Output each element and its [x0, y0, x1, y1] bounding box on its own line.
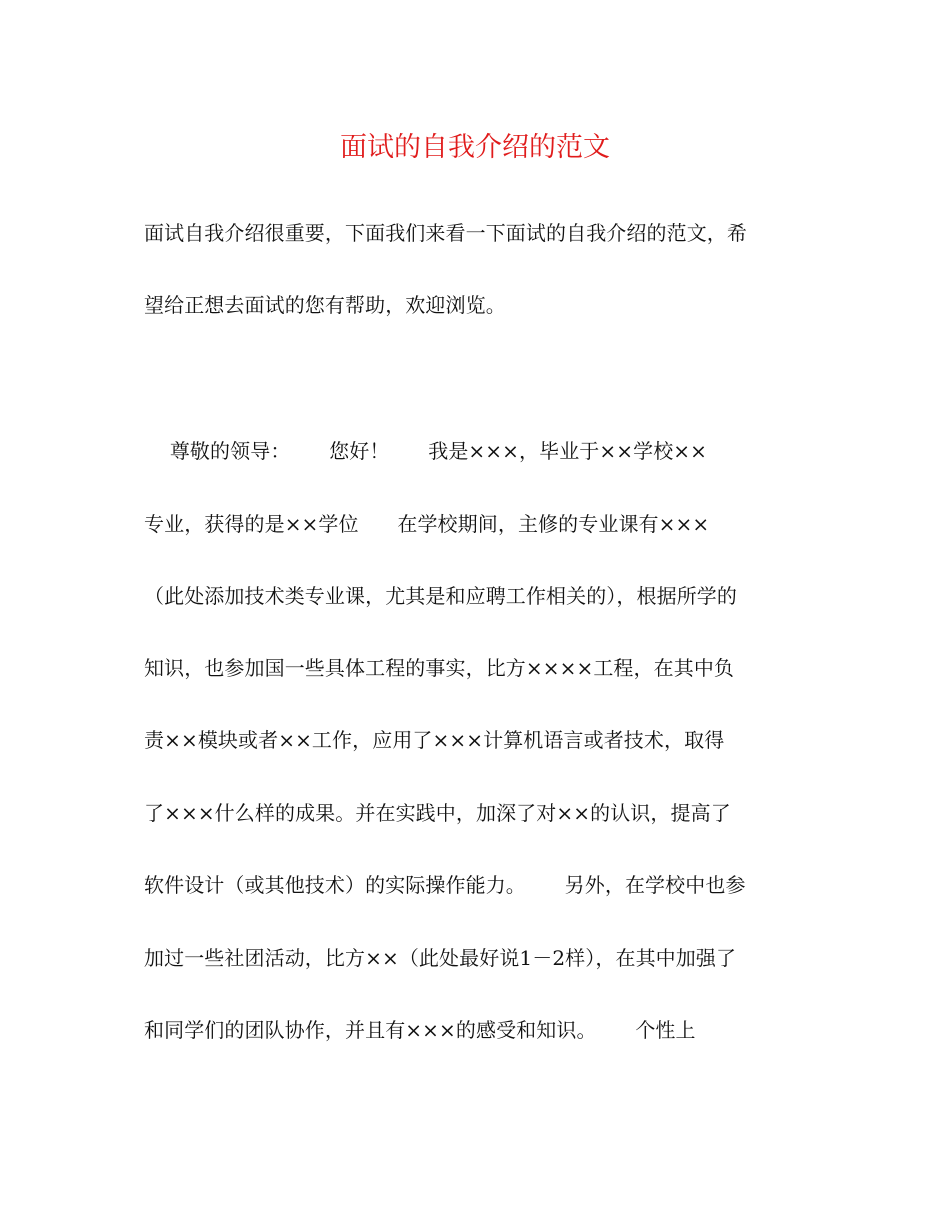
document-title: 面试的自我介绍的范文	[340, 132, 610, 163]
body-line-7: 软件设计（或其他技术）的实际操作能力。 另外，在学校中也参	[144, 873, 746, 897]
body-line-5: 责××模块或者××工作，应用了×××计算机语言或者技术，取得	[144, 728, 725, 752]
body-line-4: 知识，也参加国一些具体工程的事实，比方××××工程，在其中负	[144, 656, 735, 680]
body-line-6: 了×××什么样的成果。并在实践中，加深了对××的认识，提高了	[144, 801, 731, 825]
body-line-1: 尊敬的领导： 您好！ 我是×××，毕业于××学校××	[144, 439, 708, 463]
intro-line-2: 望给正想去面试的您有帮助，欢迎浏览。	[144, 293, 506, 317]
intro-line-1: 面试自我介绍很重要，下面我们来看一下面试的自我介绍的范文，希	[144, 221, 747, 245]
body-line-8: 加过一些社团活动，比方××（此处最好说1－2样），在其中加强了	[144, 946, 737, 970]
body-line-3: （此处添加技术类专业课，尤其是和应聘工作相关的），根据所学的	[144, 584, 737, 608]
body-line-9: 和同学们的团队协作，并且有×××的感受和知识。 个性上	[144, 1018, 696, 1042]
body-line-2: 专业，获得的是××学位 在学校期间，主修的专业课有×××	[144, 512, 710, 536]
